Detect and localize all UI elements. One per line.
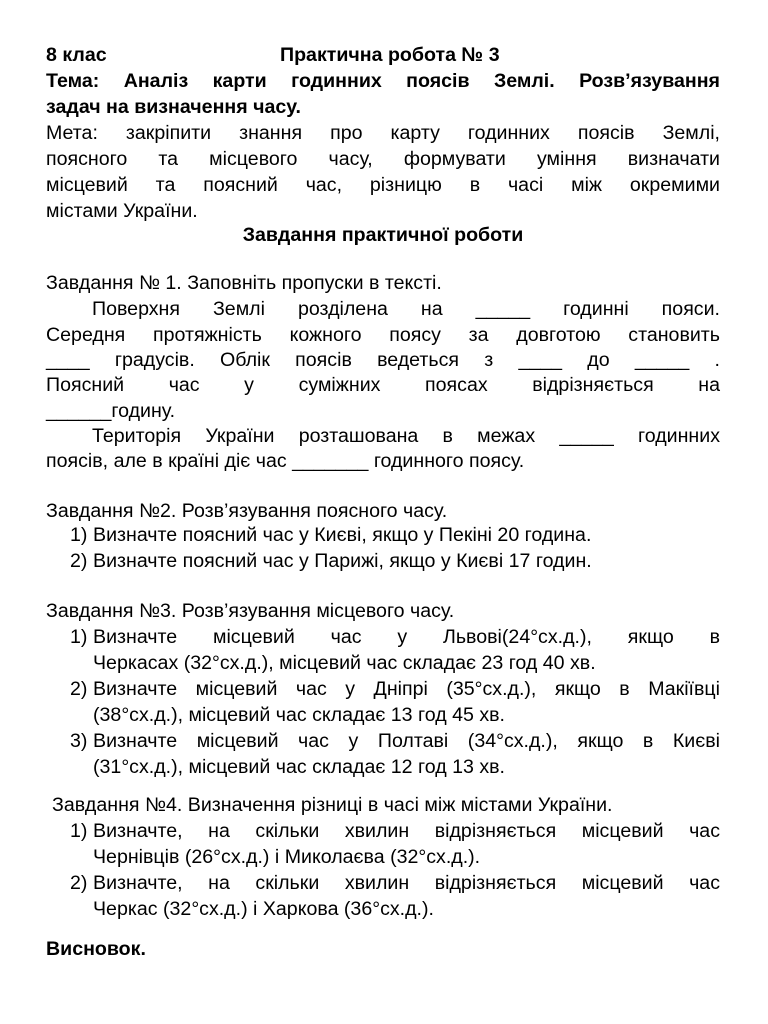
task4-item: Визначте, на скільки хвилин відрізняється місцевий час xyxy=(93,872,720,894)
task4-item-cont: Чернівців (26°сх.д.) і Миколаєва (32°сх.д.). xyxy=(93,846,481,868)
task1-text-line: Поясний час у суміжних поясах відрізняється на xyxy=(46,374,720,396)
task4-item-cont: Черкас (32°сх.д.) і Харкова (36°сх.д.). xyxy=(93,898,434,920)
task1-text-line: Поверхня Землі розділена на _____ годинні пояси. xyxy=(92,298,720,320)
task4-title: Завдання №4. Визначення різниці в часі між містами України. xyxy=(52,794,613,816)
task1-text-line: поясів, але в країні діє час _______ годинного поясу. xyxy=(46,450,525,472)
task4-item: Визначте, на скільки хвилин відрізняється місцевий час xyxy=(93,820,720,842)
task2-title: Завдання №2. Розв’язування поясного часу. xyxy=(46,500,448,522)
goal-line: містами України. xyxy=(46,200,198,222)
goal-line: місцевий та поясний час, різницю в часі між окремими xyxy=(46,174,720,196)
task2-item: Визначте поясний час у Парижі, якщо у Києві 17 годин. xyxy=(93,550,592,572)
task3-item: Визначте місцевий час у Дніпрі (35°сх.д.), якщо в Макіївці xyxy=(93,678,720,700)
conclusion-label: Висновок. xyxy=(46,938,146,960)
list-number: 2) xyxy=(70,872,88,894)
task3-item-cont: (38°сх.д.), місцевий час складає 13 год 45 хв. xyxy=(93,704,505,726)
task1-title: Завдання № 1. Заповніть пропуски в тексті. xyxy=(46,272,442,294)
task3-item-cont: Черкасах (32°сх.д.), місцевий час складає 23 год 40 хв. xyxy=(93,652,596,674)
list-number: 2) xyxy=(70,678,88,700)
task1-text-line: Територія України розташована в межах _____ годинних xyxy=(92,425,720,447)
tasks-heading: Завдання практичної роботи xyxy=(242,224,524,246)
task3-item: Визначте місцевий час у Полтаві (34°сх.д.), якщо в Києві xyxy=(93,730,720,752)
topic-line-2: задач на визначення часу. xyxy=(46,96,301,118)
task1-text-line: Середня протяжність кожного поясу за довготою становить xyxy=(46,324,720,346)
topic-line-1: Тема: Аналіз карти годинних поясів Землі. Розв’язування xyxy=(46,70,720,92)
grade-label: 8 клас xyxy=(46,44,107,66)
work-title: Практична робота № 3 xyxy=(280,44,500,66)
list-number: 1) xyxy=(70,820,88,842)
task2-item: Визначте поясний час у Києві, якщо у Пекіні 20 година. xyxy=(93,524,592,546)
list-number: 3) xyxy=(70,730,88,752)
list-number: 1) xyxy=(70,626,88,648)
task1-text-line: ____ градусів. Облік поясів ведеться з ____ до _____ . xyxy=(46,349,720,371)
list-number: 2) xyxy=(70,550,88,572)
task3-item-cont: (31°сх.д.), місцевий час складає 12 год 13 хв. xyxy=(93,756,505,778)
goal-line: поясного та місцевого часу, формувати уміння визначати xyxy=(46,148,720,170)
list-number: 1) xyxy=(70,524,88,546)
task3-item: Визначте місцевий час у Львові(24°сх.д.), якщо в xyxy=(93,626,720,648)
task1-text-line: ______годину. xyxy=(46,400,176,422)
goal-line: Мета: закріпити знання про карту годинних поясів Землі, xyxy=(46,122,720,144)
task3-title: Завдання №3. Розв’язування місцевого часу. xyxy=(46,600,455,622)
